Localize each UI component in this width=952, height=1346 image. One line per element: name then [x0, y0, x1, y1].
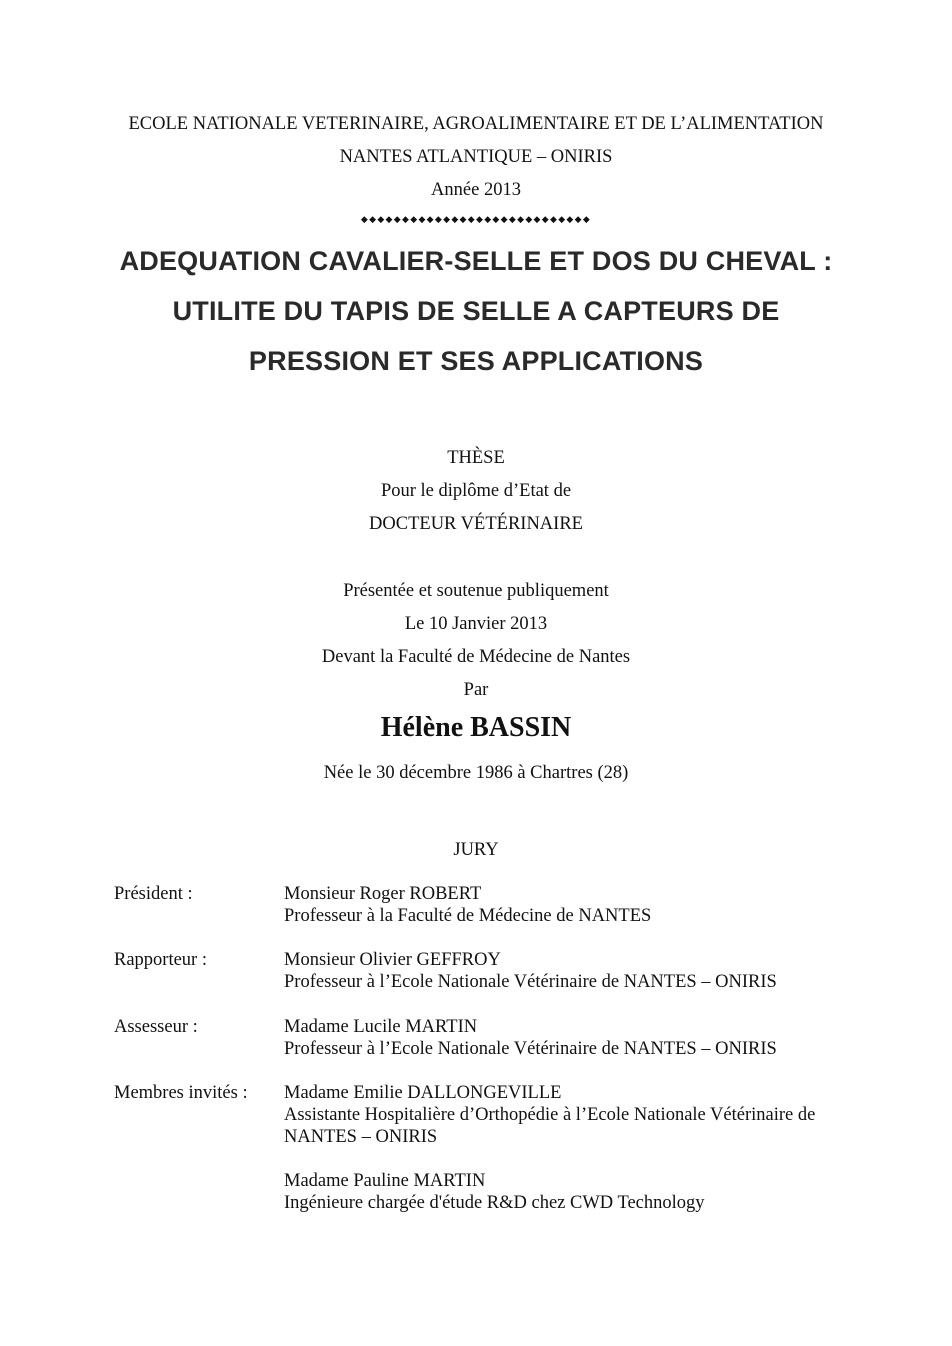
author-birth: Née le 30 décembre 1986 à Chartres (28) — [323, 763, 629, 783]
academic-year: Année 2013 — [431, 180, 521, 200]
jury-member-name: Madame Lucile MARTIN — [284, 1017, 478, 1037]
degree-line: DOCTEUR VÉTÉRINAIRE — [369, 514, 583, 534]
jury-member-title: Professeur à l’Ecole Nationale Vétérinaire de NANTES – ONIRIS — [284, 1039, 777, 1059]
jury-role: Rapporteur : — [114, 950, 207, 970]
ornament-divider: ◆◆◆◆◆◆◆◆◆◆◆◆◆◆◆◆◆◆◆◆◆◆◆◆◆◆◆◆ — [360, 214, 592, 224]
jury-member-name: Madame Pauline MARTIN — [284, 1171, 486, 1191]
title-line-1: ADEQUATION CAVALIER-SELLE ET DOS DU CHEVAL : — [119, 246, 833, 276]
title-line-3: PRESSION ET SES APPLICATIONS — [248, 346, 704, 376]
jury-role: Président : — [114, 884, 193, 904]
defense-date: Le 10 Janvier 2013 — [404, 614, 548, 634]
jury-heading: JURY — [453, 840, 499, 860]
thesis-label: THÈSE — [447, 448, 505, 468]
jury-member — [284, 1016, 864, 1060]
jury-role: Membres invités : — [114, 1083, 248, 1103]
school-name: ECOLE NATIONALE VETERINAIRE, AGROALIMENTAIRE ET DE L’ALIMENTATION — [128, 114, 824, 134]
presented-line: Présentée et soutenue publiquement — [343, 581, 609, 601]
jury-member — [284, 1170, 864, 1214]
by-label: Par — [463, 680, 489, 700]
jury-member — [284, 949, 864, 993]
diploma-line: Pour le diplôme d’Etat de — [380, 481, 572, 501]
jury-member-name: Madame Emilie DALLONGEVILLE — [284, 1083, 562, 1103]
author-name: Hélène BASSIN — [380, 712, 572, 743]
jury-member-title: Professeur à la Faculté de Médecine de NANTES — [284, 906, 652, 926]
jury-member-title: Professeur à l’Ecole Nationale Vétérinaire de NANTES – ONIRIS — [284, 972, 777, 992]
jury-member-name: Monsieur Roger ROBERT — [284, 884, 482, 904]
jury-member-title-cont: NANTES – ONIRIS — [284, 1127, 438, 1147]
school-location: NANTES ATLANTIQUE – ONIRIS — [339, 147, 613, 167]
jury-member-title: Assistante Hospitalière d’Orthopédie à l’Ecole Nationale Vétérinaire de — [284, 1105, 816, 1125]
jury-member-title: Ingénieure chargée d'étude R&D chez CWD Technology — [284, 1193, 705, 1213]
jury-member — [284, 1082, 864, 1148]
title-line-2: UTILITE DU TAPIS DE SELLE A CAPTEURS DE — [172, 296, 780, 326]
jury-member — [284, 883, 864, 927]
defense-place: Devant la Faculté de Médecine de Nantes — [321, 647, 631, 667]
jury-role: Assesseur : — [114, 1017, 198, 1037]
jury-member-name: Monsieur Olivier GEFFROY — [284, 950, 501, 970]
